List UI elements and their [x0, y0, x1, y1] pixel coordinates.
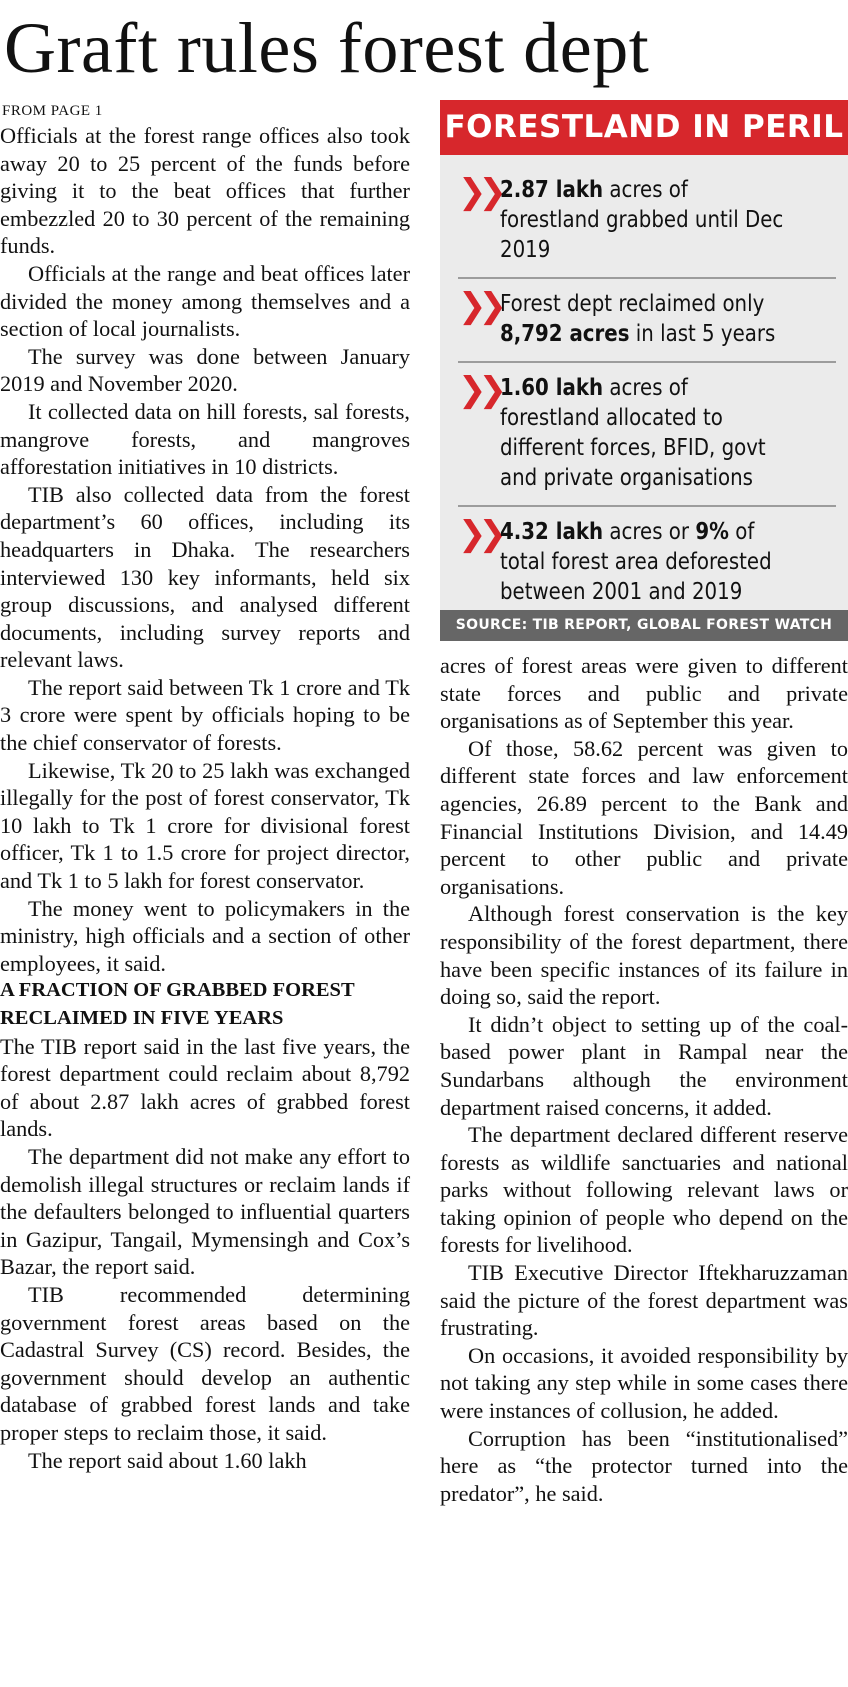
- paragraph: The report said between Tk 1 crore and Tk 3 crore were spent by officials hoping to be the chief conservator of forests.: [0, 674, 410, 756]
- paragraph: The department declared different reserve forests as wildlife sanctuaries and national parks without following relevant laws or taking opinion of people who depend on the forests for livelihood.: [440, 1122, 848, 1258]
- paragraph: The money went to policymakers in the ministry, high officials and a section of other employees, it said.: [0, 895, 410, 976]
- double-chevron-right-icon: ❯❯: [458, 172, 499, 212]
- paragraph: The report said about 1.60 lakh: [28, 1447, 307, 1473]
- factbox-item-text: 4.32 lakh acres or 9% of total forest area deforested between 2001 and 2019: [500, 519, 772, 605]
- paragraph: Officials at the forest range offices also took away 20 to 25 percent of the funds before giving it to the beat offices that further embezzled 20 to 30 percent of the remaining funds.: [0, 123, 410, 259]
- factbox-items: [440, 155, 848, 619]
- paragraph: TIB Executive Director Iftekharuzzaman said the picture of the forest department was frustrating.: [440, 1260, 848, 1341]
- paragraph: Corruption has been “institutionalised” here as “the protector turned into the predator”, he said.: [440, 1425, 848, 1506]
- paragraph: On occasions, it avoided responsibility by not taking any step while in some cases there were instances of collusion, he added.: [440, 1342, 848, 1424]
- paragraph: The department did not make any effort to demolish illegal structures or reclaim lands if the defaulters belonged to influential quarters in Gazipur, Tangail, Mymensingh and Cox’s Bazar, the report said.: [0, 1143, 410, 1280]
- paragraph: Likewise, Tk 20 to 25 lakh was exchanged illegally for the post of forest conservator, Tk 10 lakh to Tk 1 crore for divisional forest officer, Tk 1 to 1.5 crore for project director, and Tk 1 to 5 lakh for forest conservator.: [0, 757, 410, 894]
- paragraph: Although forest conservation is the key responsibility of the forest department, there have been specific instances of its failure in doing so, said the report.: [440, 901, 848, 1010]
- paragraph: TIB also collected data from the forest department’s 60 offices, including its headquarters in Dhaka. The researchers interviewed 130 key informants, held six group discussions, and analysed different documents, including survey reports and relevant laws.: [0, 481, 410, 673]
- paragraph: It collected data on hill forests, sal forests, mangrove forests, and mangroves afforestation initiatives in 10 districts.: [0, 398, 410, 480]
- paragraph: The TIB report said in the last five years, the forest department could reclaim about 8,792 of about 2.87 lakh acres of grabbed forest lands.: [0, 1033, 410, 1142]
- left-column: [0, 100, 410, 1474]
- section-subhead: A FRACTION OF GRABBED FOREST RECLAIMED IN FIVE YEARS: [0, 979, 355, 1029]
- factbox-item-text: 1.60 lakh acres of forestland allocated to different forces, BFID, govt and private organisations: [500, 375, 766, 491]
- double-chevron-right-icon: ❯❯: [458, 514, 499, 554]
- factbox-source: SOURCE: TIB REPORT, GLOBAL FOREST WATCH: [440, 610, 848, 641]
- paragraph: It didn’t object to setting up of the coal-based power plant in Rampal near the Sundarbans although the environment department raised concerns, it added.: [440, 1011, 848, 1120]
- paragraph: acres of forest areas were given to different state forces and public and private organisations as of September this year.: [440, 653, 848, 734]
- factbox-item: [458, 363, 836, 507]
- paragraph: Of those, 58.62 percent was given to different state forces and law enforcement agencies, 26.89 percent to the Bank and Financial Institutions Division, and 14.49 percent to other public and private organisations.: [440, 735, 848, 899]
- factbox-item: [458, 507, 836, 619]
- factbox-item-text: 2.87 lakh acres of forestland grabbed until Dec 2019: [500, 177, 784, 263]
- headline: Graft rules forest dept: [4, 8, 650, 88]
- factbox-item-text: Forest dept reclaimed only 8,792 acres in last 5 years: [500, 291, 776, 347]
- right-column: [440, 652, 848, 1507]
- factbox: [440, 100, 848, 641]
- paragraph: TIB recommended determining government forest areas based on the Cadastral Survey (CS) record. Besides, the government should develop an authentic database of grabbed forest lands and take proper steps to reclaim those, it said.: [0, 1281, 410, 1445]
- factbox-item: [458, 165, 836, 279]
- page-kicker: FROM PAGE 1: [2, 103, 103, 119]
- paragraph: The survey was done between January 2019 and November 2020.: [0, 343, 410, 397]
- factbox-item: [458, 279, 836, 363]
- paragraph: Officials at the range and beat offices later divided the money among themselves and a section of local journalists.: [0, 260, 410, 342]
- double-chevron-right-icon: ❯❯: [458, 286, 499, 326]
- factbox-title: FORESTLAND IN PERIL: [440, 100, 848, 155]
- double-chevron-right-icon: ❯❯: [458, 370, 499, 410]
